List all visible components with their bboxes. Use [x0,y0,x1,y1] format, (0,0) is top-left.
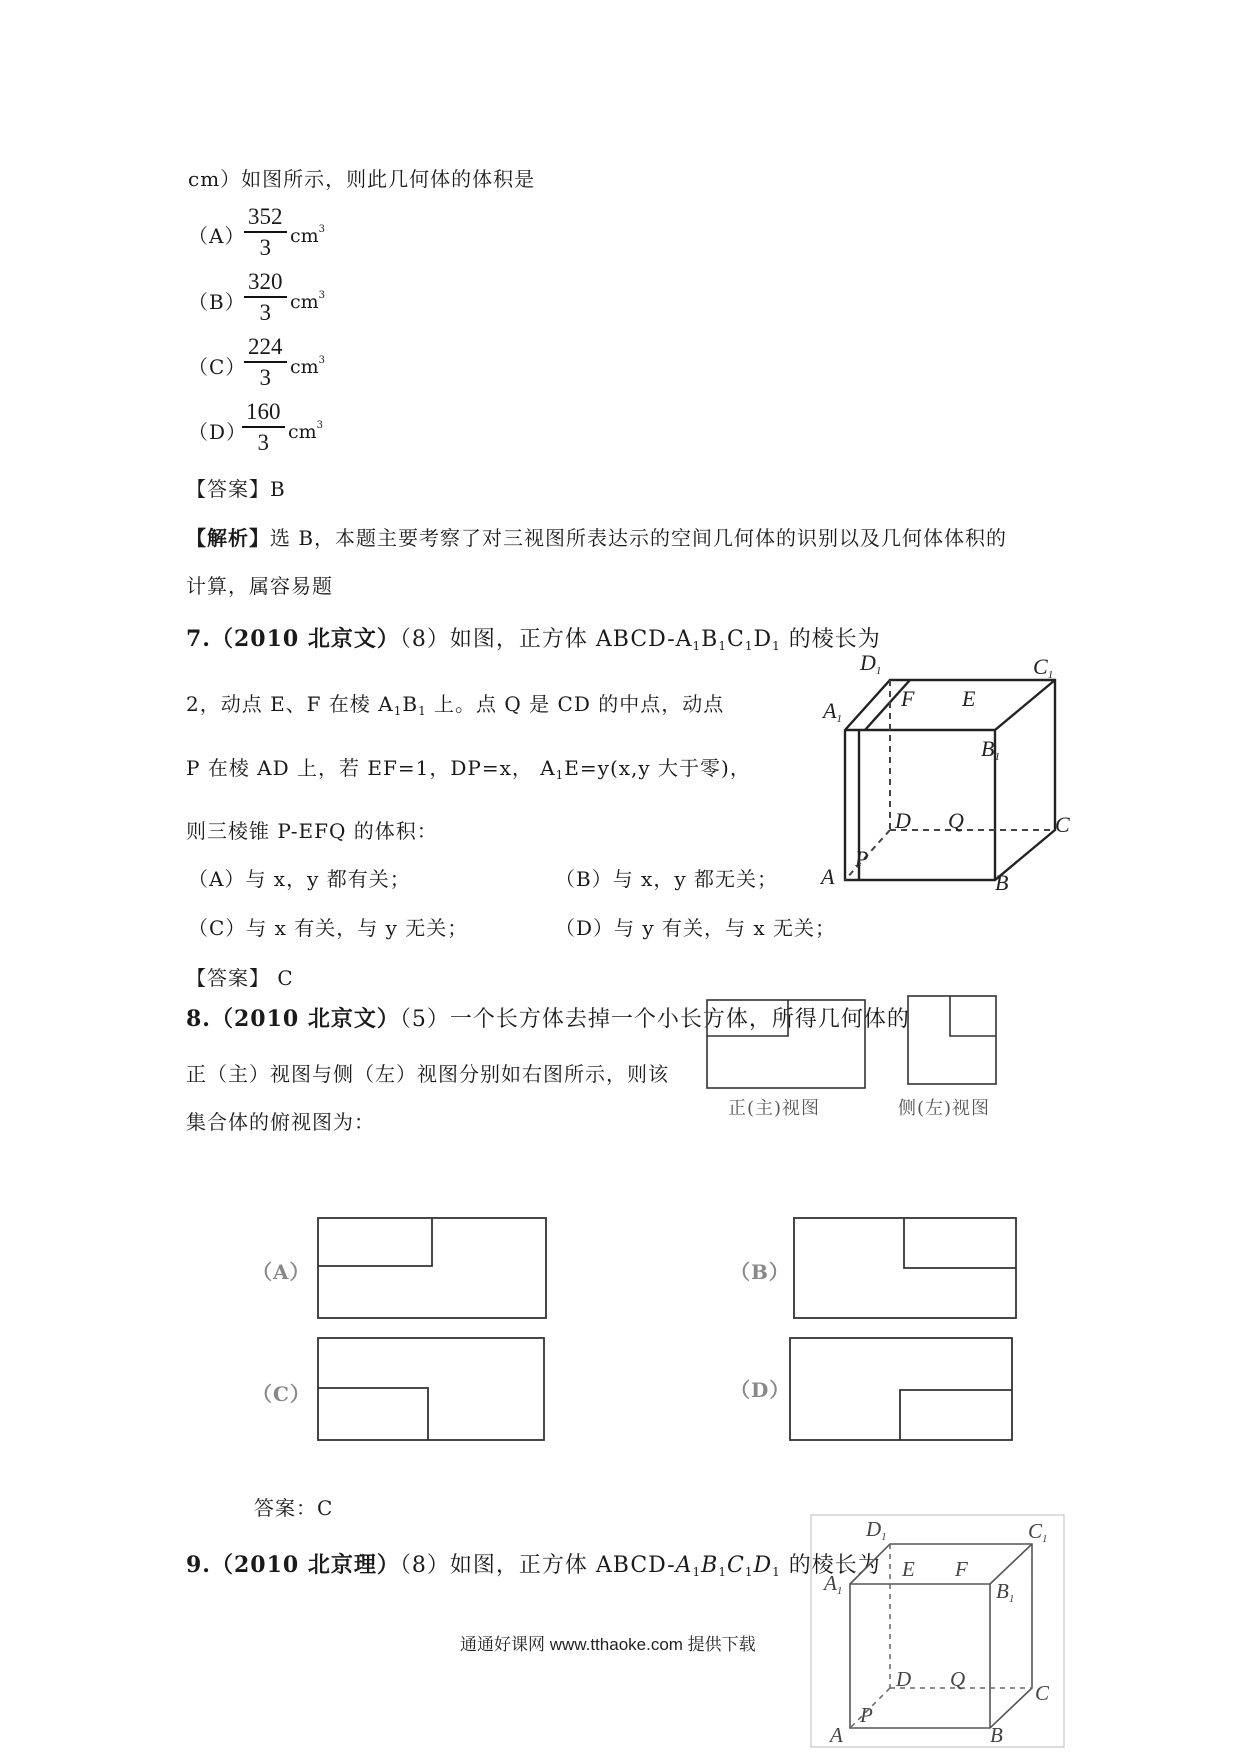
fraction [242,398,285,458]
subscript: 1 [772,1565,781,1579]
q7-text: E=y(x,y 大于零)， [564,756,751,780]
fraction [244,333,287,393]
unit [288,420,323,443]
question-source: （2010 北京理） [210,1552,400,1578]
question-number: 9. [186,1552,211,1578]
q7-option-c: （C）与 x 有关，与 y 无关； [188,916,469,940]
choice-label-a: （A） [252,1260,311,1284]
fraction [244,268,287,328]
question-marker: （8） [399,627,450,652]
unit-text: cm [290,225,319,247]
side-view-outline [908,996,996,1084]
q8-text: 一个长方体去掉一个小长方体，所得几何体的 [449,1007,910,1032]
choice-d-outline [790,1338,1012,1440]
q8-line3: 集合体的俯视图为： [186,1110,375,1134]
q7-text: 2，动点 E、F 在棱 A [186,692,394,716]
option-label: （A） [188,224,246,248]
q7-line3 [186,752,751,782]
choice-d-notch [900,1390,1012,1440]
denominator: 3 [259,235,271,260]
choice-b-notch [904,1218,1016,1268]
q9-heading [186,1548,881,1579]
q7-text: 上。点 Q 是 CD 的中点，动点 [426,692,725,716]
label-q: Q [948,808,964,833]
math-d: D [753,1553,773,1578]
choice-label-b: （B） [730,1260,790,1284]
label-f: F [955,1557,968,1581]
label-d1: D1 [866,1517,887,1543]
q9-text: 的棱长为 [780,1553,881,1578]
q7-text: P 在棱 AD 上，若 EF=1，DP=x， A [186,756,556,780]
side-view-figure [906,992,1002,1092]
unit-power: 3 [316,420,324,431]
q6-analysis-line1 [186,522,1007,551]
choice-c-outline [318,1338,544,1440]
question-marker: （5） [399,1007,450,1032]
label-e: E [902,1557,915,1581]
question-number: 7. [186,626,211,652]
unit [290,290,325,313]
choice-a-figure[interactable] [316,1216,548,1320]
label-p: P [855,846,869,871]
front-view-figure [706,996,866,1092]
q7-text: B [701,627,719,652]
unit-power: 3 [318,224,326,235]
numerator: 224 [244,333,287,363]
subscript: 1 [393,704,403,718]
label-c1: C1 [1033,654,1054,681]
q6-answer: 【答案】B [186,477,286,501]
front-view-caption: 正(主)视图 [728,1098,821,1119]
cube-outline [850,1544,1032,1728]
page-footer: 通通好课网 www.tthaoke.com 提供下载 [460,1635,756,1654]
label-a: A [821,864,835,889]
q9-text: 如图，正方体 ABCD- [449,1553,676,1578]
subscript: 1 [692,639,702,653]
label-e: E [962,686,976,711]
option-label: （D） [188,420,248,444]
label-a1: A1 [824,1571,843,1597]
denominator: 3 [259,365,271,390]
numerator: 320 [244,268,287,298]
unit [290,224,325,247]
side-view-notch [950,996,996,1036]
q7-text: B [402,692,419,716]
math-c: C [726,1553,745,1578]
subscript: 1 [718,639,727,653]
q7-cube-figure [815,650,1070,895]
edge-b1-c1 [990,1544,1032,1584]
q8-answer: 答案：C [254,1496,334,1520]
q7-heading [186,622,881,653]
math-a: A [675,1553,693,1578]
choice-b-figure[interactable] [792,1216,1018,1320]
q8-line2: 正（主）视图与侧（左）视图分别如右图所示，则该 [186,1062,669,1086]
q7-text: C [726,627,745,652]
label-f: F [901,686,915,711]
subscript: 1 [772,639,781,653]
q7-text: D [753,627,773,652]
q7-option-d: （D）与 y 有关，与 x 无关； [555,916,837,940]
choice-label-d: （D） [730,1378,791,1402]
choice-label-c: （C） [252,1382,311,1406]
cube-outline [845,680,1055,880]
choice-c-notch [318,1388,428,1440]
numerator: 352 [244,203,287,233]
label-a1: A1 [823,698,842,725]
question-source: （2010 北京文） [210,1006,400,1032]
choice-a-notch [318,1218,432,1266]
front-view-outline [707,1000,865,1088]
unit [290,355,325,378]
label-a: A [830,1723,843,1747]
q6-analysis-line2: 计算，属容易题 [186,574,333,598]
label-c: C [1055,812,1070,837]
subscript: 1 [744,639,754,653]
subscript: 1 [555,768,565,782]
question-marker: （8） [399,1553,450,1578]
side-view-caption: 侧(左)视图 [898,1098,991,1119]
label-d: D [896,1667,912,1691]
label-b: B [995,870,1009,895]
unit-text: cm [288,421,317,443]
q7-option-a: （A）与 x，y 都有关； [188,867,411,891]
unit-power: 3 [318,290,326,301]
q7-text: 如图，正方体 ABCD-A [449,627,693,652]
option-label: （B） [188,290,246,314]
label-d1: D1 [860,650,882,677]
unit-text: cm [290,356,319,378]
edge-b1-c1 [995,680,1055,730]
q9-cube-figure [810,1514,1065,1748]
intro-line: cm）如图所示，则此几何体的体积是 [188,167,536,191]
q7-text: 的棱长为 [780,627,881,652]
choice-d-figure[interactable] [788,1336,1014,1442]
q7-line4: 则三棱锥 P-EFQ 的体积： [186,819,438,843]
choice-c-figure[interactable] [316,1336,546,1442]
front-view-notch [707,1000,788,1036]
label-b1: B1 [981,736,1000,763]
unit-power: 3 [318,355,326,366]
label-q: Q [950,1667,966,1691]
option-label: （C） [188,355,247,379]
q7-line2 [186,688,724,718]
math-b: B [701,1553,719,1578]
label-p: P [860,1703,873,1727]
fraction [244,203,287,263]
label-b1: B1 [996,1579,1015,1605]
label-c1: C1 [1028,1519,1048,1545]
label-c: C [1035,1681,1050,1705]
q7-answer: 【答案】 C [186,966,294,990]
q7-option-b: （B）与 x，y 都无关； [555,867,778,891]
label-b: B [990,1723,1003,1747]
unit-text: cm [290,291,319,313]
numerator: 160 [242,398,285,428]
subscript: 1 [418,704,427,718]
subscript: 1 [744,1565,754,1579]
question-source: （2010 北京文） [210,626,400,652]
denominator: 3 [257,430,269,455]
analysis-label: 【解析】 [186,526,270,550]
analysis-text: 选 B，本题主要考察了对三视图所表达示的空间几何体的识别以及几何体体积的 [270,526,1008,550]
subscript: 1 [692,1565,702,1579]
question-number: 8. [186,1006,211,1032]
label-d: D [895,808,911,833]
subscript: 1 [718,1565,727,1579]
denominator: 3 [259,300,271,325]
